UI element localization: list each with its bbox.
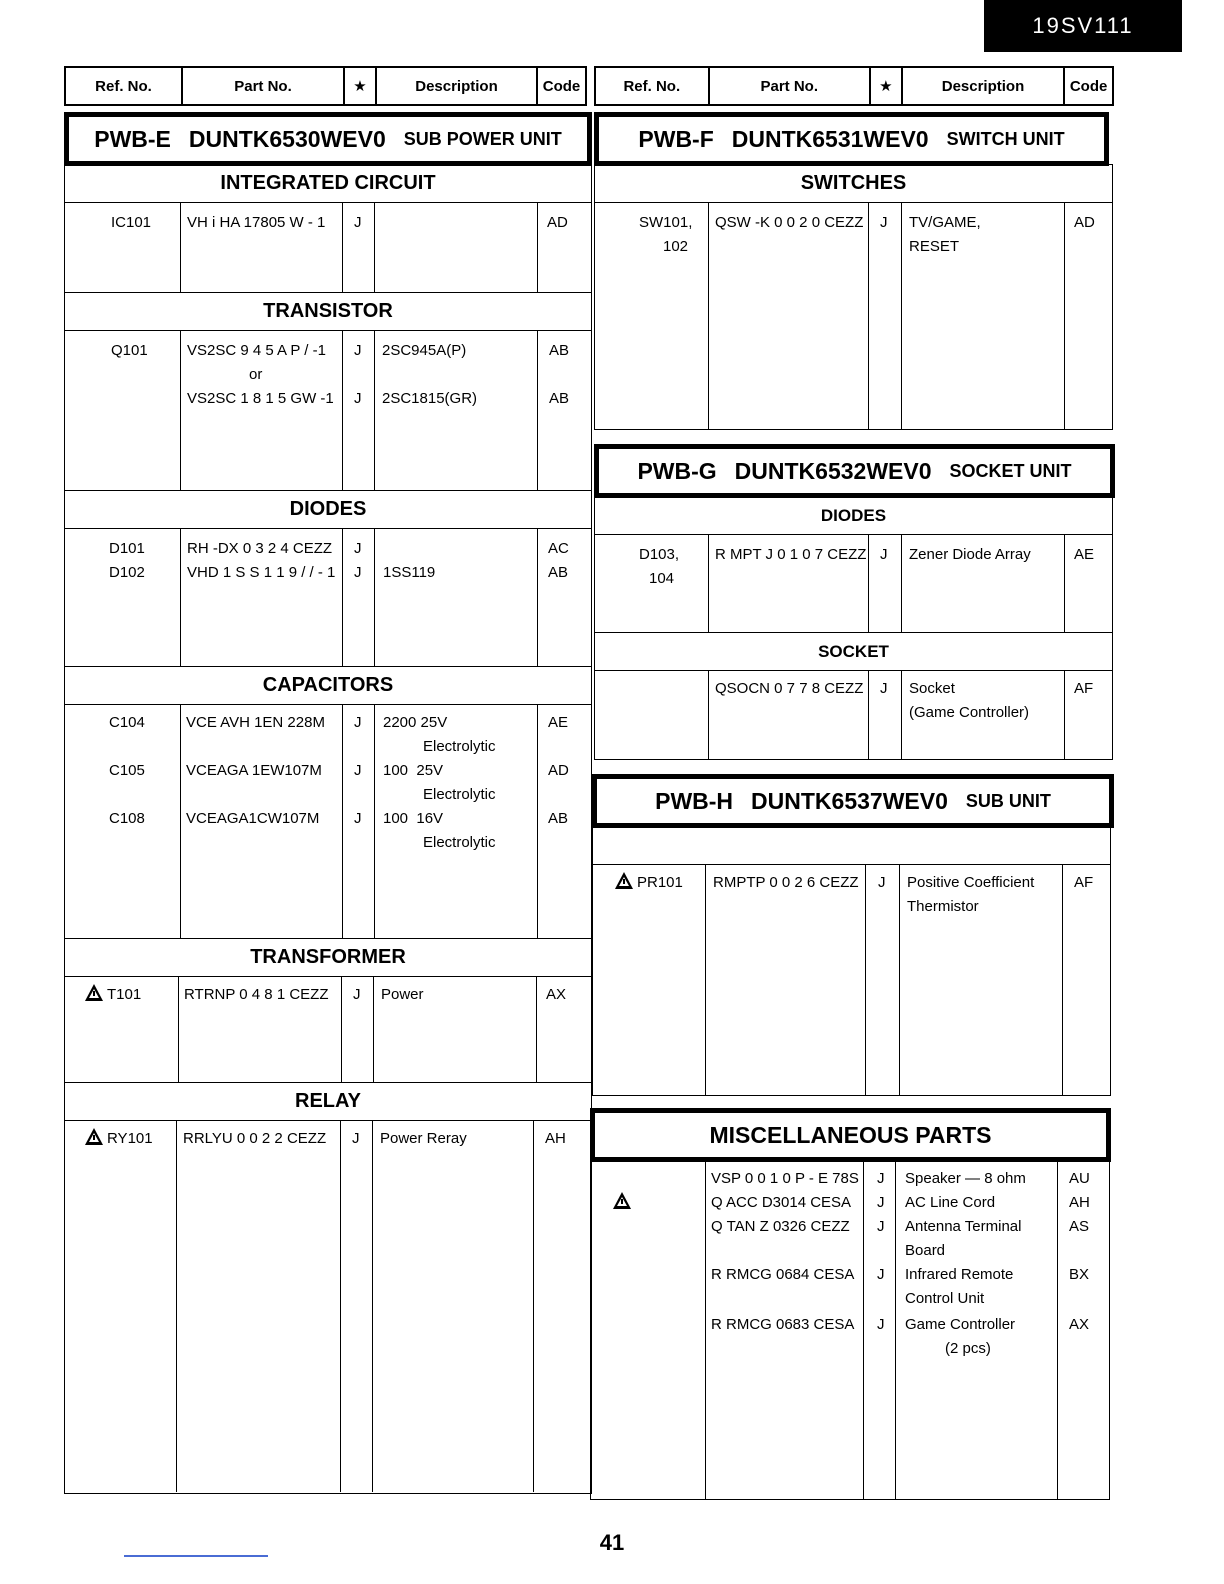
cap-type-1: Electrolytic xyxy=(423,738,496,755)
pwb-h-blank-title xyxy=(593,827,1110,865)
ic-ref: IC101 xyxy=(111,214,152,231)
misc-header xyxy=(590,1108,1111,1162)
pwb-g-desc: SOCKET UNIT xyxy=(949,460,1072,481)
transformer-part: RTRNP 0 4 8 1 CEZZ xyxy=(184,986,329,1003)
pwb-f-table xyxy=(594,164,1113,430)
misc-part-3: Q TAN Z 0326 CEZZ xyxy=(711,1218,850,1235)
misc-code-3: AS xyxy=(1069,1218,1090,1235)
transistor-desc-2: 2SC1815(GR) xyxy=(382,390,478,407)
diode-mark-2: J xyxy=(354,564,362,581)
cap-mark-1: J xyxy=(354,714,362,731)
g-diode-mark: J xyxy=(880,546,888,563)
misc-code-5: AX xyxy=(1069,1316,1090,1333)
transistor-mark-2: J xyxy=(354,390,362,407)
misc-code-4: BX xyxy=(1069,1266,1090,1283)
misc-part-2: Q ACC D3014 CESA xyxy=(711,1194,852,1211)
misc-mark-2: J xyxy=(877,1194,885,1211)
socket-body xyxy=(595,671,1112,759)
relay-ref xyxy=(85,1127,153,1151)
relay-body xyxy=(65,1121,591,1492)
transistor-mark-1: J xyxy=(354,342,362,359)
cap-desc-2: 100 25V xyxy=(383,762,444,779)
misc-desc-6: Control Unit xyxy=(905,1290,985,1307)
misc-mark-3: J xyxy=(877,1218,885,1235)
diode-desc-2: 1SS119 xyxy=(383,564,436,581)
col-code: Code xyxy=(1069,77,1108,95)
transistor-or: or xyxy=(249,366,263,383)
cap-part-1: VCE AVH 1EN 228M xyxy=(186,714,325,731)
relay-code: AH xyxy=(545,1130,566,1147)
pwb-h-part-no: RMPTP 0 0 2 6 CEZZ xyxy=(713,874,859,891)
pwb-g-label: PWB-G xyxy=(637,457,717,484)
relay-mark: J xyxy=(352,1130,360,1147)
transistor-part-1: VS2SC 9 4 5 A P / -1 xyxy=(187,342,326,359)
transformer-ref-text: T101 xyxy=(107,986,142,1003)
pwb-g-table xyxy=(594,496,1113,760)
pwb-h-desc-1: Positive Coefficient xyxy=(907,874,1035,891)
misc-desc-3: Antenna Terminal xyxy=(905,1218,1022,1235)
model-tab: 19SV111 xyxy=(984,0,1182,52)
switch-desc-1: TV/GAME, xyxy=(909,214,981,231)
pwb-e-header xyxy=(64,112,592,166)
misc-warning xyxy=(613,1191,635,1215)
footer-link-line xyxy=(124,1555,268,1557)
diode-ref-2: D102 xyxy=(109,564,145,581)
pwb-e-part: DUNTK6530WEV0 xyxy=(188,125,386,152)
misc-desc-4: Board xyxy=(905,1242,946,1259)
diodes-title: DIODES xyxy=(65,491,591,529)
pwb-h-label: PWB-H xyxy=(655,787,734,814)
switches-title: SWITCHES xyxy=(595,165,1112,203)
cap-type-3: Electrolytic xyxy=(423,834,496,851)
pwb-e-section xyxy=(64,112,592,1508)
warning-icon xyxy=(85,1128,103,1145)
relay-ref-text: RY101 xyxy=(107,1130,153,1147)
right-column xyxy=(600,112,1126,1508)
pwb-f-desc: SWITCH UNIT xyxy=(946,128,1065,149)
transformer-desc: Power xyxy=(381,986,424,1003)
g-diodes-body xyxy=(595,535,1112,633)
socket-title: SOCKET xyxy=(595,633,1112,671)
diode-part-2: VHD 1 S S 1 1 9 / / - 1 xyxy=(187,564,336,581)
cap-desc-1: 2200 25V xyxy=(383,714,448,731)
misc-part-5: R RMCG 0683 CESA xyxy=(711,1316,855,1333)
pwb-h-ref xyxy=(615,871,683,895)
switch-code: AD xyxy=(1074,214,1095,231)
col-ref: Ref. No. xyxy=(596,68,710,104)
pwb-h-part: DUNTK6537WEV0 xyxy=(751,787,948,814)
col-star: ★ xyxy=(345,68,377,104)
transistor-part-2: VS2SC 1 8 1 5 GW -1 xyxy=(187,390,334,407)
relay-desc: Power Reray xyxy=(380,1130,467,1147)
misc-part-4: R RMCG 0684 CESA xyxy=(711,1266,855,1283)
pwb-h-desc-2: Thermistor xyxy=(907,898,979,915)
ic-part: VH i HA 17805 W - 1 xyxy=(187,214,326,231)
transistor-code-1: AB xyxy=(549,342,570,359)
g-diodes-title: DIODES xyxy=(595,497,1112,535)
diode-mark-1: J xyxy=(354,540,362,557)
switches-body xyxy=(595,203,1112,429)
misc-mark-4: J xyxy=(877,1266,885,1283)
warning-icon xyxy=(615,872,633,889)
misc-desc-2: AC Line Cord xyxy=(905,1194,996,1211)
relay-title: RELAY xyxy=(65,1083,591,1121)
misc-desc-5: Infrared Remote xyxy=(905,1266,1014,1283)
col-ref: Ref. No. xyxy=(66,68,183,104)
switch-ref-2: 102 xyxy=(663,238,689,255)
pwb-h-ref-text: PR101 xyxy=(637,874,683,891)
cap-code-2: AD xyxy=(548,762,569,779)
diode-ref-1: D101 xyxy=(109,540,145,557)
col-star: ★ xyxy=(871,68,903,104)
cap-code-3: AB xyxy=(548,810,569,827)
pwb-f-part: DUNTK6531WEV0 xyxy=(731,125,929,152)
cap-desc-3: 100 16V xyxy=(383,810,444,827)
transformer-ref xyxy=(85,983,141,1007)
pwb-h-desc: SUB UNIT xyxy=(965,790,1051,811)
pwb-h-body xyxy=(593,865,1110,1095)
transformer-title: TRANSFORMER xyxy=(65,939,591,977)
capacitors-body xyxy=(65,705,591,939)
switch-mark: J xyxy=(880,214,888,231)
misc-code-2: AH xyxy=(1069,1194,1090,1211)
pwb-h-code: AF xyxy=(1074,874,1094,891)
ic-mark: J xyxy=(354,214,362,231)
ic-title: INTEGRATED CIRCUIT xyxy=(65,165,591,203)
misc-desc-8: (2 pcs) xyxy=(945,1340,991,1357)
diode-part-1: RH -DX 0 3 2 4 CEZZ xyxy=(187,540,333,557)
g-diode-code: AE xyxy=(1074,546,1095,563)
cap-ref-2: C105 xyxy=(109,762,145,779)
col-desc: Description xyxy=(903,68,1065,104)
switch-part: QSW -K 0 0 2 0 CEZZ xyxy=(715,214,864,231)
diodes-body xyxy=(65,529,591,667)
col-part: Part No. xyxy=(710,68,871,104)
pwb-f-header xyxy=(594,112,1109,166)
pwb-h-table xyxy=(592,826,1111,1096)
misc-desc-1: Speaker — 8 ohm xyxy=(905,1170,1026,1187)
misc-desc-7: Game Controller xyxy=(905,1316,1016,1333)
g-diode-ref-1: D103, xyxy=(639,546,680,563)
transformer-mark: J xyxy=(353,986,361,1003)
misc-mark-1: J xyxy=(877,1170,885,1187)
g-diode-ref-2: 104 xyxy=(649,570,675,587)
cap-code-1: AE xyxy=(548,714,569,731)
transistor-code-2: AB xyxy=(549,390,570,407)
g-diode-desc: Zener Diode Array xyxy=(909,546,1031,563)
switch-desc-2: RESET xyxy=(909,238,960,255)
transistor-title: TRANSISTOR xyxy=(65,293,591,331)
socket-code: AF xyxy=(1074,680,1094,697)
left-column-header xyxy=(64,66,587,106)
cap-type-2: Electrolytic xyxy=(423,786,496,803)
pwb-g-header xyxy=(594,444,1115,498)
cap-ref-1: C104 xyxy=(109,714,145,731)
misc-table xyxy=(590,1160,1110,1500)
capacitors-title: CAPACITORS xyxy=(65,667,591,705)
pwb-h-mark: J xyxy=(878,874,886,891)
cap-part-3: VCEAGA1CW107M xyxy=(186,810,320,827)
cap-ref-3: C108 xyxy=(109,810,145,827)
socket-part: QSOCN 0 7 7 8 CEZZ xyxy=(715,680,864,697)
diode-code-2: AB xyxy=(548,564,569,581)
pwb-e-table xyxy=(64,164,592,1494)
g-diode-part: R MPT J 0 1 0 7 CEZZ xyxy=(715,546,867,563)
misc-code-1: AU xyxy=(1069,1170,1090,1187)
cap-mark-2: J xyxy=(354,762,362,779)
transistor-ref: Q101 xyxy=(111,342,148,359)
col-code: Code xyxy=(542,77,581,95)
misc-mark-5: J xyxy=(877,1316,885,1333)
switch-ref-1: SW101, xyxy=(639,214,693,231)
ic-code: AD xyxy=(547,214,568,231)
socket-mark: J xyxy=(880,680,888,697)
misc-part-1: VSP 0 0 1 0 P - E 78S xyxy=(711,1170,859,1187)
misc-title: MISCELLANEOUS PARTS xyxy=(709,1121,992,1148)
ic-body xyxy=(65,203,591,293)
cap-mark-3: J xyxy=(354,810,362,827)
transformer-body xyxy=(65,977,591,1083)
diode-code-1: AC xyxy=(548,540,569,557)
transistor-desc-1: 2SC945A(P) xyxy=(382,342,467,359)
relay-part: RRLYU 0 0 2 2 CEZZ xyxy=(183,1130,327,1147)
socket-desc-1: Socket xyxy=(909,680,955,697)
socket-desc-2: (Game Controller) xyxy=(909,704,1030,721)
pwb-g-part: DUNTK6532WEV0 xyxy=(734,457,932,484)
col-part: Part No. xyxy=(183,68,345,104)
warning-icon xyxy=(85,984,103,1001)
right-column-header xyxy=(594,66,1114,106)
warning-icon xyxy=(613,1192,631,1209)
transformer-code: AX xyxy=(546,986,567,1003)
cap-part-2: VCEAGA 1EW107M xyxy=(186,762,322,779)
page-number: 41 xyxy=(599,1530,625,1555)
transistor-body xyxy=(65,331,591,491)
pwb-f-label: PWB-F xyxy=(638,125,714,152)
pwb-e-desc: SUB POWER UNIT xyxy=(403,128,562,149)
pwb-e-label: PWB-E xyxy=(94,125,171,152)
pwb-h-header xyxy=(592,774,1114,828)
col-desc: Description xyxy=(377,68,538,104)
